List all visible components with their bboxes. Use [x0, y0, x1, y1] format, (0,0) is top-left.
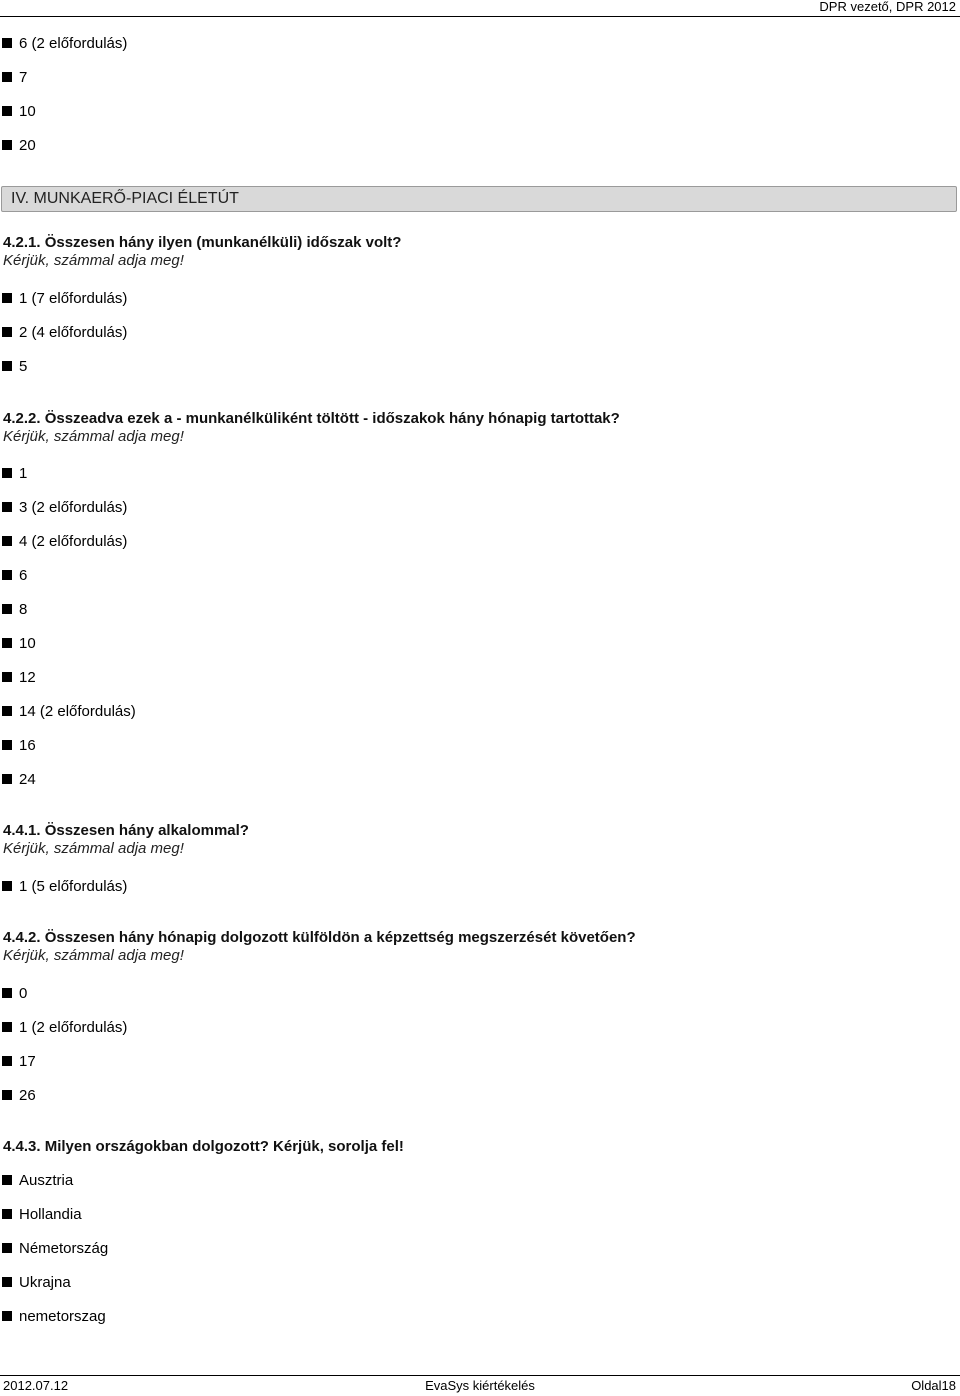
- square-bullet-icon: [2, 740, 12, 750]
- section-header-bar: [1, 186, 957, 212]
- answer-item: 10: [2, 635, 36, 653]
- answer-item: Ukrajna: [2, 1274, 71, 1292]
- list-item: 20: [2, 137, 36, 155]
- square-bullet-icon: [2, 1277, 12, 1287]
- question-title: 4.2.1. Összesen hány ilyen (munkanélküli) időszak volt?: [3, 234, 402, 251]
- answer-item: 1: [2, 465, 27, 483]
- list-item: 7: [2, 69, 27, 87]
- question-title: 4.4.1. Összesen hány alkalommal?: [3, 822, 249, 839]
- square-bullet-icon: [2, 1056, 12, 1066]
- answer-item: 1 (7 előfordulás): [2, 290, 127, 308]
- answer-item: 8: [2, 601, 27, 619]
- square-bullet-icon: [2, 140, 12, 150]
- square-bullet-icon: [2, 570, 12, 580]
- question-title: 4.4.3. Milyen országokban dolgozott? Kérjük, sorolja fel!: [3, 1138, 404, 1155]
- square-bullet-icon: [2, 106, 12, 116]
- square-bullet-icon: [2, 72, 12, 82]
- question-note: Kérjük, számmal adja meg!: [3, 252, 184, 269]
- question-title: 4.4.2. Összesen hány hónapig dolgozott külföldön a képzettség megszerzését követően?: [3, 929, 636, 946]
- square-bullet-icon: [2, 881, 12, 891]
- page-header: [0, 0, 960, 17]
- list-item: 10: [2, 103, 36, 121]
- square-bullet-icon: [2, 536, 12, 546]
- page-footer: [0, 1375, 960, 1396]
- square-bullet-icon: [2, 1209, 12, 1219]
- square-bullet-icon: [2, 38, 12, 48]
- answer-item: 3 (2 előfordulás): [2, 499, 127, 517]
- answer-item: nemetorszag: [2, 1308, 106, 1326]
- question-note: Kérjük, számmal adja meg!: [3, 428, 184, 445]
- square-bullet-icon: [2, 1311, 12, 1321]
- answer-item: 16: [2, 737, 36, 755]
- answer-item: 5: [2, 358, 27, 376]
- answer-item: Hollandia: [2, 1206, 82, 1224]
- square-bullet-icon: [2, 293, 12, 303]
- header-title: DPR vezető, DPR 2012: [819, 0, 956, 14]
- question-note: Kérjük, számmal adja meg!: [3, 840, 184, 857]
- answer-item: 14 (2 előfordulás): [2, 703, 136, 721]
- square-bullet-icon: [2, 774, 12, 784]
- footer-title: EvaSys kiértékelés: [425, 1378, 535, 1393]
- square-bullet-icon: [2, 1243, 12, 1253]
- answer-item: 17: [2, 1053, 36, 1071]
- square-bullet-icon: [2, 638, 12, 648]
- footer-page-number: Oldal18: [911, 1378, 956, 1393]
- list-item: 6 (2 előfordulás): [2, 35, 127, 53]
- square-bullet-icon: [2, 672, 12, 682]
- square-bullet-icon: [2, 327, 12, 337]
- answer-item: 2 (4 előfordulás): [2, 324, 127, 342]
- square-bullet-icon: [2, 361, 12, 371]
- question-block: [3, 1138, 404, 1156]
- answer-item: Ausztria: [2, 1172, 73, 1190]
- square-bullet-icon: [2, 1175, 12, 1185]
- question-block: [3, 929, 636, 965]
- square-bullet-icon: [2, 1090, 12, 1100]
- section-title: IV. MUNKAERŐ-PIACI ÉLETÚT: [11, 190, 239, 207]
- answer-item: 0: [2, 985, 27, 1003]
- square-bullet-icon: [2, 604, 12, 614]
- question-block: [3, 410, 620, 446]
- square-bullet-icon: [2, 1022, 12, 1032]
- answer-item: 24: [2, 771, 36, 789]
- footer-date: 2012.07.12: [3, 1378, 69, 1393]
- answer-item: 12: [2, 669, 36, 687]
- question-title: 4.2.2. Összeadva ezek a - munkanélküliként töltött - időszakok hány hónapig tartottak?: [3, 410, 620, 427]
- answer-item: 6: [2, 567, 27, 585]
- question-note: Kérjük, számmal adja meg!: [3, 947, 184, 964]
- answer-item: 4 (2 előfordulás): [2, 533, 127, 551]
- question-block: [3, 234, 401, 270]
- square-bullet-icon: [2, 502, 12, 512]
- square-bullet-icon: [2, 988, 12, 998]
- answer-item: 26: [2, 1087, 36, 1105]
- square-bullet-icon: [2, 468, 12, 478]
- answer-item: 1 (5 előfordulás): [2, 878, 127, 896]
- question-block: [3, 822, 249, 858]
- square-bullet-icon: [2, 706, 12, 716]
- answer-item: Németország: [2, 1240, 108, 1258]
- answer-item: 1 (2 előfordulás): [2, 1019, 127, 1037]
